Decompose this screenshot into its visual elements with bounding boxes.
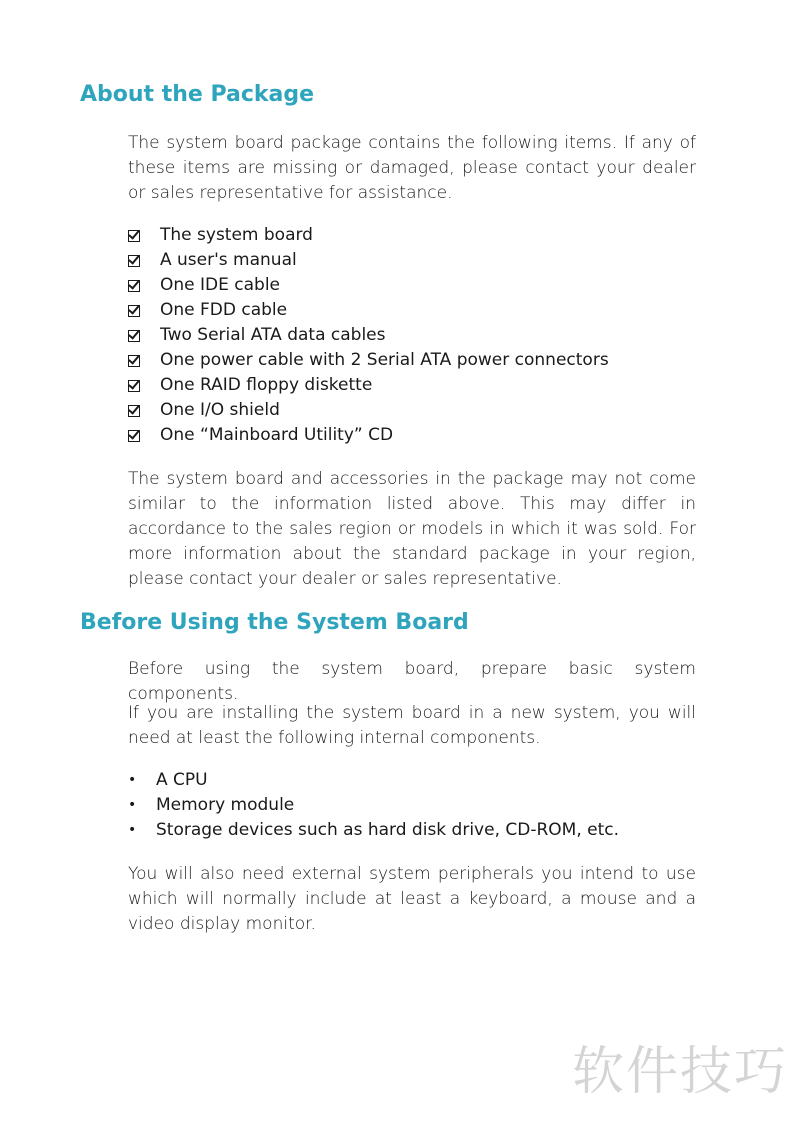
list-item-label: One FDD cable: [160, 300, 288, 320]
list-item: [128, 373, 609, 398]
list-item-label: A CPU: [156, 770, 208, 790]
list-item-label: One I/O shield: [160, 400, 280, 420]
list-item-label: One power cable with 2 Serial ATA power connectors: [160, 350, 609, 370]
prepare-paragraph: Before using the system board, prepare basic system components.: [128, 659, 696, 704]
checkbox-checked-icon: [128, 230, 140, 242]
list-item-label: Memory module: [156, 795, 295, 815]
bullet-dot: •: [128, 822, 137, 838]
list-item-label: Storage devices such as hard disk drive, CD-ROM, etc.: [156, 820, 620, 840]
checkbox-checked-icon: [128, 305, 140, 317]
list-item: [128, 768, 619, 793]
bullet-dot: •: [128, 772, 137, 788]
checkbox-checked-icon: [128, 330, 140, 342]
external-peripherals-paragraph: You will also need external system peripherals you intend to use which will normally include at least a keyboard, a mouse and a video display monitor.: [128, 864, 696, 934]
bullet-dot: •: [128, 797, 137, 813]
list-item: [128, 273, 609, 298]
list-item: [128, 298, 609, 323]
checkbox-checked-icon: [128, 255, 140, 267]
checkbox-checked-icon: [128, 430, 140, 442]
checkbox-checked-icon: [128, 355, 140, 367]
internal-components-list: [128, 768, 619, 843]
list-item-label: One IDE cable: [160, 275, 281, 295]
list-item: [128, 818, 619, 843]
checkbox-checked-icon: [128, 380, 140, 392]
list-item: [128, 323, 609, 348]
list-item-label: One “Mainboard Utility” CD: [160, 425, 394, 445]
watermark: 软件技巧: [571, 1042, 788, 1102]
section-heading-before-using: Before Using the System Board: [80, 610, 469, 635]
package-contents-list: [128, 223, 609, 448]
list-item: [128, 793, 619, 818]
package-intro-paragraph: The system board package contains the following items. If any of these items are missing or damaged, please contact your dealer or sales representative for assistance.: [128, 133, 696, 203]
checkbox-checked-icon: [128, 280, 140, 292]
package-note-paragraph: The system board and accessories in the package may not come similar to the information listed above. This may differ in accordance to the sales region or models in which it was sold. For more information about the standard package in your region, please contact your dealer or sales representative.: [128, 469, 696, 589]
list-item: [128, 348, 609, 373]
list-item: [128, 398, 609, 423]
list-item-label: The system board: [160, 225, 313, 245]
list-item-label: A user's manual: [160, 250, 297, 270]
list-item: [128, 248, 609, 273]
checkbox-checked-icon: [128, 405, 140, 417]
internal-components-paragraph: If you are installing the system board in a new system, you will need at least the following internal components.: [128, 703, 696, 748]
section-heading-about-package: About the Package: [80, 82, 315, 107]
list-item-label: One RAID floppy diskette: [160, 375, 373, 395]
list-item: [128, 423, 609, 448]
list-item-label: Two Serial ATA data cables: [160, 325, 386, 345]
list-item: [128, 223, 609, 248]
